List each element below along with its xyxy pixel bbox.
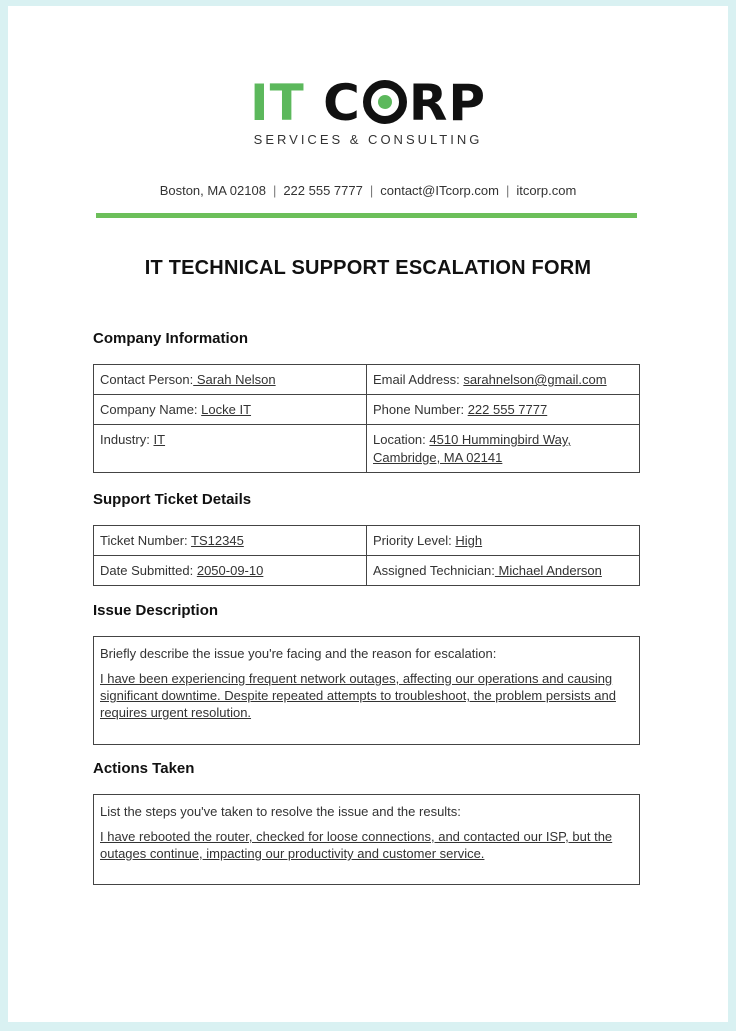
- field-date-submitted: [94, 556, 367, 586]
- section-heading-support-ticket-details: Support Ticket Details: [93, 491, 252, 508]
- field-company-name: [94, 395, 367, 425]
- table-row: [94, 425, 640, 473]
- field-industry: [94, 425, 367, 473]
- section-heading-issue-description: Issue Description: [93, 602, 219, 619]
- field-phone-number: [367, 395, 640, 425]
- field-location: [367, 425, 640, 473]
- field-value[interactable]: 2050-09-10: [196, 563, 264, 578]
- support-ticket-table: [93, 525, 640, 586]
- form-title: IT TECHNICAL SUPPORT ESCALATION FORM: [144, 257, 592, 279]
- field-value[interactable]: 4510 Hummingbird Way, Cambridge, MA 02141: [373, 432, 572, 465]
- logo-dot: [378, 95, 392, 109]
- field-ticket-number: [94, 526, 367, 556]
- field-email-address: [367, 365, 640, 395]
- field-value[interactable]: sarahnelson@gmail.com: [463, 372, 607, 387]
- field-label: Company Name:: [100, 402, 198, 417]
- field-label: Location:: [373, 432, 426, 447]
- contact-website[interactable]: itcorp.com: [516, 183, 577, 198]
- field-assigned-technician: [367, 556, 640, 586]
- logo-rp: RP: [408, 74, 486, 132]
- separator: |: [272, 183, 277, 198]
- field-value[interactable]: TS12345: [191, 533, 244, 548]
- logo-corp: [323, 74, 486, 132]
- issue-description-answer[interactable]: I have been experiencing frequent network outages, affecting our operations and causing significant downtime. Despite repeated attempts to troubleshoot, the problem persists and requires urgent resolution.: [100, 671, 616, 720]
- separator: |: [369, 183, 374, 198]
- section-heading-company-information: Company Information: [93, 330, 249, 347]
- field-value[interactable]: 222 555 7777: [467, 402, 548, 417]
- table-row: [94, 556, 640, 586]
- field-label: Contact Person:: [100, 372, 194, 387]
- field-label: Priority Level:: [373, 533, 452, 548]
- field-priority-level: [367, 526, 640, 556]
- company-logo: [8, 76, 728, 130]
- logo-it: IT: [250, 74, 305, 132]
- table-row: [94, 526, 640, 556]
- field-label: Phone Number:: [373, 402, 465, 417]
- table-row: [94, 395, 640, 425]
- table-row: [94, 365, 640, 395]
- contact-line: [8, 183, 728, 198]
- issue-description-prompt: Briefly describe the issue you're facing and the reason for escalation:: [100, 646, 497, 661]
- contact-email[interactable]: contact@ITcorp.com: [380, 183, 499, 198]
- field-label: Date Submitted:: [100, 563, 194, 578]
- company-information-table: [93, 364, 640, 473]
- logo-c: C: [323, 74, 361, 132]
- contact-address: Boston, MA 02108: [159, 183, 266, 198]
- field-value[interactable]: High: [455, 533, 483, 548]
- actions-taken-answer[interactable]: I have rebooted the router, checked for loose connections, and contacted our ISP, but the outages continue, impacting our productivity and customer service.: [100, 829, 613, 861]
- document-page: [8, 6, 728, 1022]
- field-value[interactable]: Michael Anderson: [494, 563, 602, 578]
- field-value[interactable]: Locke IT: [201, 402, 252, 417]
- field-value[interactable]: Sarah Nelson: [193, 372, 276, 387]
- contact-phone: 222 555 7777: [283, 183, 363, 198]
- separator: |: [505, 183, 510, 198]
- issue-description-box[interactable]: [93, 636, 640, 745]
- actions-taken-prompt: List the steps you've taken to resolve the issue and the results:: [100, 804, 461, 819]
- field-label: Ticket Number:: [100, 533, 188, 548]
- field-label: Email Address:: [373, 372, 460, 387]
- field-value[interactable]: IT: [153, 432, 166, 447]
- field-contact-person: [94, 365, 367, 395]
- actions-taken-box[interactable]: [93, 794, 640, 885]
- logo-o-target-icon: [363, 80, 407, 124]
- field-label: Industry:: [100, 432, 150, 447]
- field-label: Assigned Technician:: [373, 563, 495, 578]
- header-divider: [96, 213, 637, 218]
- logo-tagline: SERVICES & CONSULTING: [253, 132, 483, 147]
- section-heading-actions-taken: Actions Taken: [93, 760, 195, 777]
